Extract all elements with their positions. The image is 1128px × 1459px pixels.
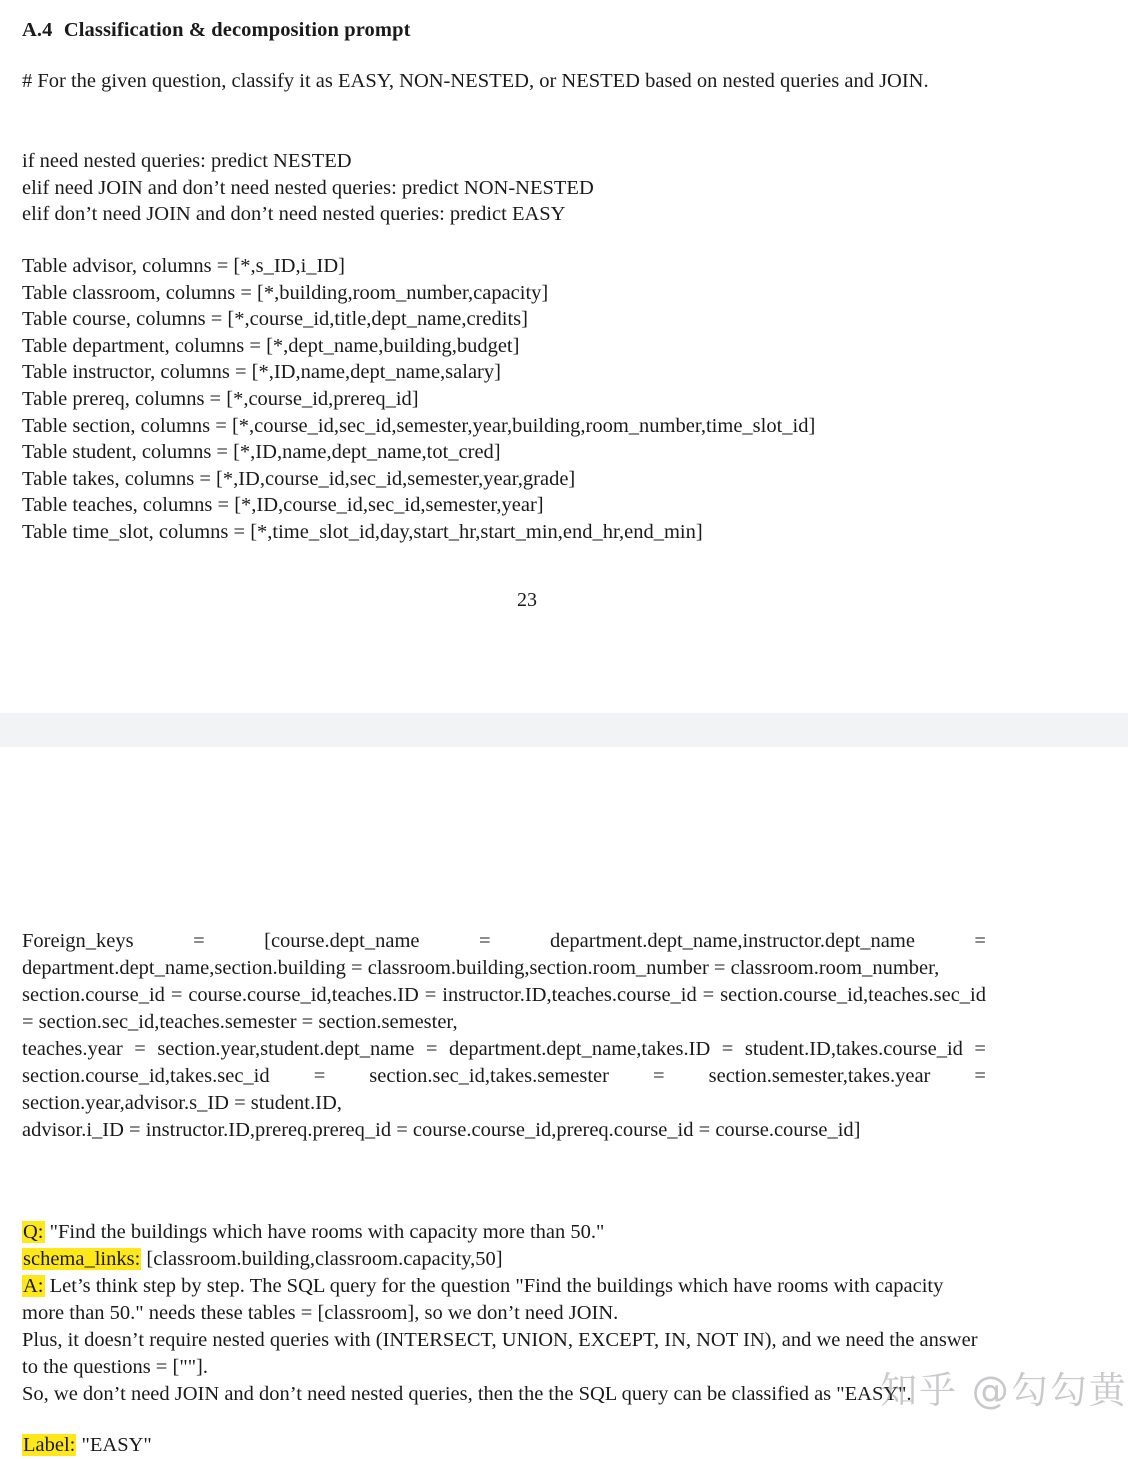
foreign-keys-line: Foreign_keys = [course.dept_name = department.dept_name,instructor.dept_name = department.dept_name,section.building = classroom.building,section.room_number = classroom.room_number, — [22, 930, 986, 979]
schema-table-line: Table prereq, columns = [*,course_id,prereq_id] — [22, 387, 419, 410]
example-answer-line — [22, 1273, 986, 1327]
document-page-bottom — [0, 747, 1128, 1444]
schema-table-block — [22, 253, 986, 546]
heading-number: A.4 — [22, 19, 53, 41]
schema-table-line: Table section, columns = [*,course_id,sec_id,semester,year,building,room_number,time_slot_id] — [22, 414, 816, 437]
answer-label: A: — [23, 1275, 44, 1297]
foreign-keys-line: teaches.year = section.year,student.dept_name = department.dept_name,takes.ID = student.ID,takes.course_id = section.course_id,takes.sec_id = section.sec_id,takes.semester = section.semester,takes.year = section.year,advisor.s_ID = student.ID, — [22, 1038, 986, 1114]
page-title — [22, 18, 986, 43]
page-number: 23 — [517, 589, 537, 611]
label-value: "EASY" — [76, 1434, 152, 1456]
prompt-instruction: # For the given question, classify it as EASY, NON-NESTED, or NESTED based on nested queries and JOIN. — [22, 70, 929, 92]
document-page-top — [0, 0, 1128, 713]
schema-table-line: Table advisor, columns = [*,s_ID,i_ID] — [22, 255, 346, 277]
zhihu-watermark: 知乎 @勾勾黄 — [880, 1369, 1128, 1412]
prompt-rule: elif don’t need JOIN and don’t need nested queries: predict EASY — [22, 203, 566, 226]
schema-table-line: Table course, columns = [*,course_id,title,dept_name,credits] — [22, 308, 528, 331]
foreign-keys-block — [22, 928, 986, 1144]
example-schema-links-line — [22, 1246, 986, 1273]
heading-title: Classification & decomposition prompt — [63, 19, 411, 41]
prompt-instruction-block — [22, 68, 986, 95]
example-question-line — [22, 1219, 986, 1246]
page-separator-band — [0, 713, 1128, 747]
schema-table-line: Table time_slot, columns = [*,time_slot_id,day,start_hr,start_min,end_hr,end_min] — [22, 520, 703, 543]
schema-table-line: Table takes, columns = [*,ID,course_id,sec_id,semester,year,grade] — [22, 467, 576, 490]
answer-line-3: So, we don’t need JOIN and don’t need nested queries, then the the SQL query can be classified as "EASY". — [22, 1383, 912, 1405]
example-label-line-clipped — [22, 1432, 152, 1456]
prompt-rules-block — [22, 148, 986, 228]
schema-links-label: schema_links: — [23, 1248, 141, 1270]
prompt-rule: if need nested queries: predict NESTED — [22, 150, 352, 172]
foreign-keys-line: advisor.i_ID = instructor.ID,prereq.prereq_id = course.course_id,prereq.course_id = course.course_id] — [22, 1119, 861, 1141]
label-label: Label: — [23, 1434, 76, 1456]
heading-gap — [52, 19, 63, 41]
prompt-rule: elif need JOIN and don’t need nested queries: predict NON-NESTED — [22, 176, 594, 199]
schema-table-line: Table classroom, columns = [*,building,room_number,capacity] — [22, 281, 549, 304]
answer-line-2: Plus, it doesn’t require nested queries with (INTERSECT, UNION, EXCEPT, IN, NOT IN), and we need the answer to the questions = [""]. — [22, 1329, 978, 1378]
schema-table-line: Table department, columns = [*,dept_name,building,budget] — [22, 334, 520, 357]
schema-table-line: Table student, columns = [*,ID,name,dept_name,tot_cred] — [22, 441, 501, 464]
answer-text: Let’s think step by step. The SQL query for the question "Find the buildings which have rooms with capacity more than 50." needs these tables = [classroom], so we don’t need JOIN. — [22, 1275, 944, 1324]
schema-links-text: [classroom.building,classroom.capacity,50] — [141, 1248, 503, 1270]
question-label: Q: — [23, 1221, 44, 1243]
foreign-keys-line: section.course_id = course.course_id,teaches.ID = instructor.ID,teaches.course_id = section.course_id,teaches.sec_id = section.sec_id,teaches.semester = section.semester, — [22, 984, 986, 1033]
example-block — [22, 1219, 986, 1408]
schema-table-line: Table instructor, columns = [*,ID,name,dept_name,salary] — [22, 361, 501, 384]
section-heading-row — [22, 18, 986, 43]
schema-table-line: Table teaches, columns = [*,ID,course_id,sec_id,semester,year] — [22, 494, 544, 517]
question-text: "Find the buildings which have rooms with capacity more than 50." — [44, 1221, 605, 1243]
